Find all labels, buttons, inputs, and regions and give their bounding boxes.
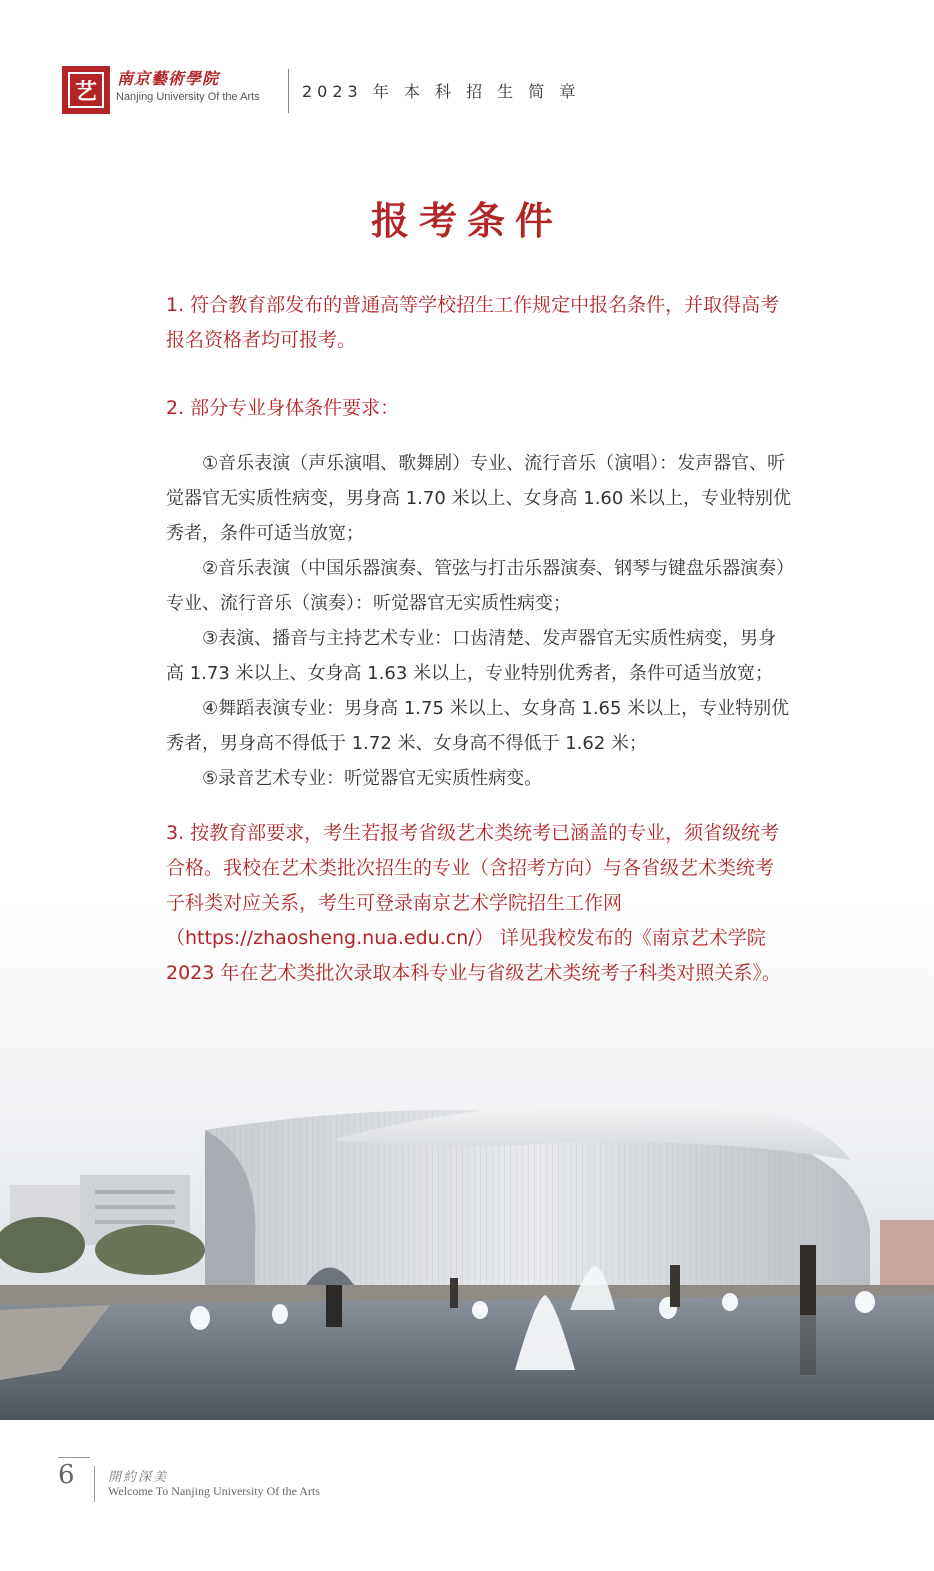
requirement-2-heading: 2. 部分专业身体条件要求： xyxy=(166,397,400,419)
requirement-2-item: ②音乐表演（中国乐器演奏、管弦与打击乐器演奏、钢琴与键盘乐器演奏）专业、流行音乐（演奏）：听觉器官无实质性病变； xyxy=(166,558,786,614)
requirement-2-list xyxy=(166,446,792,796)
requirements-content xyxy=(166,288,792,991)
page-header xyxy=(62,66,622,116)
footer-rule xyxy=(58,1457,90,1458)
header-divider xyxy=(288,69,289,113)
requirement-2-item: ③表演、播音与主持艺术专业：口齿清楚、发声器官无实质性病变，男身高 1.73 米以上、女身高 1.63 米以上，专业特别优秀者，条件可适当放宽； xyxy=(166,628,777,684)
page-number: 6 xyxy=(58,1460,75,1490)
footer-slogan-en: Welcome To Nanjing University Of the Arts xyxy=(108,1484,320,1498)
page-footer xyxy=(58,1460,458,1510)
school-name-cn: 南京藝術學院 xyxy=(117,69,220,88)
requirement-2-item: ①音乐表演（声乐演唱、歌舞剧）专业、流行音乐（演唱）：发声器官、听觉器官无实质性病变，男身高 1.70 米以上、女身高 1.60 米以上，专业特别优秀者，条件可适当放宽； xyxy=(166,453,792,544)
logo-mark-glyph: 艺 xyxy=(68,72,104,108)
requirement-2-item: ⑤录音艺术专业：听觉器官无实质性病变。 xyxy=(202,768,543,789)
footer-slogan-cn: 開約深美 xyxy=(108,1470,169,1485)
footer-divider xyxy=(94,1466,95,1502)
document-title: 2023 年 本 科 招 生 简 章 xyxy=(302,82,581,101)
school-name-en: Nanjing University Of the Arts xyxy=(116,91,260,103)
requirement-1: 1. 符合教育部发布的普通高等学校招生工作规定中报名条件，并取得高考报名资格者均可报考。 xyxy=(166,294,780,351)
requirement-3: 3. 按教育部要求，考生若报考省级艺术类统考已涵盖的专业，须省级统考合格。我校在艺术类批次招生的专业（含招考方向）与各省级艺术类统考子科类对应关系，考生可登录南京艺术学院招生工作网（https://zhaosheng.nua.edu.cn/） 详见我校发布的《南京艺术学院 2023 年在艺术类批次录取本科专业与省级艺术类统考子科类对照关系》。 xyxy=(166,822,781,984)
section-title: 报考条件 xyxy=(370,198,563,243)
school-logo-icon xyxy=(62,66,110,114)
requirement-2-item: ④舞蹈表演专业：男身高 1.75 米以上、女身高 1.65 米以上，专业特别优秀者，男身高不得低于 1.72 米、女身高不得低于 1.62 米； xyxy=(166,698,790,754)
